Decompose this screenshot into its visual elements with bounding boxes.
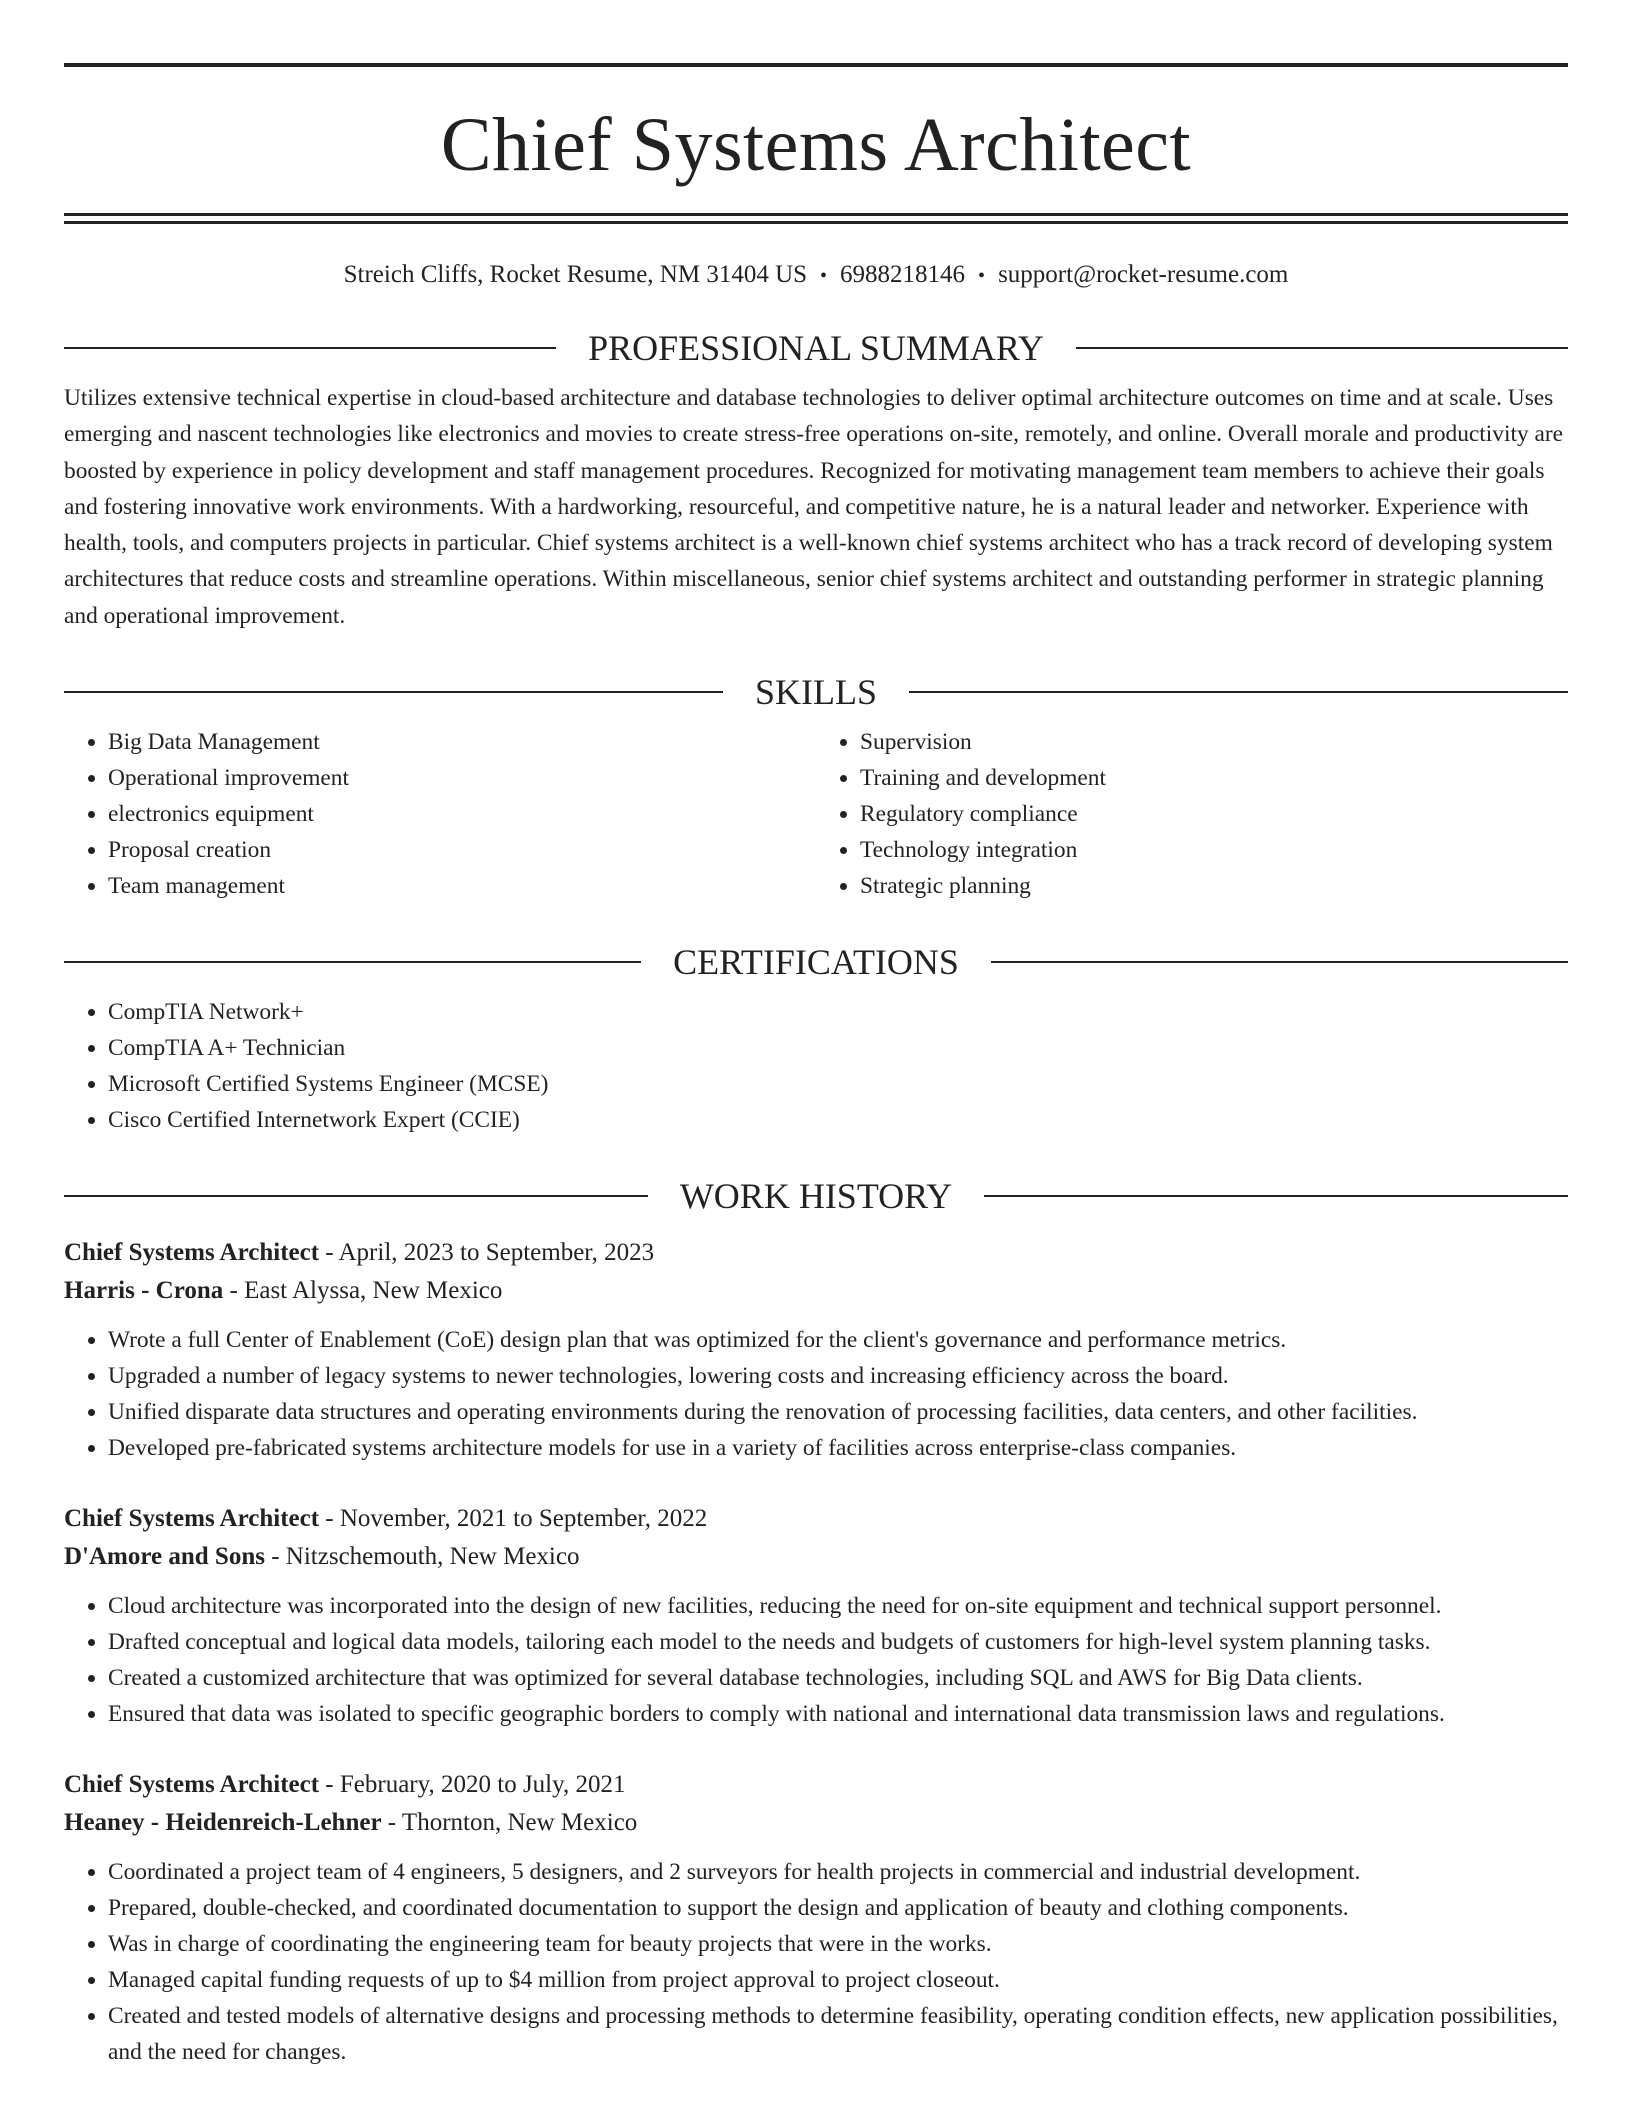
work-history-list xyxy=(64,1234,1568,2070)
job-dates: - February, 2020 to July, 2021 xyxy=(319,1771,626,1799)
job-company: Harris - Crona xyxy=(64,1277,224,1305)
top-rule xyxy=(64,63,1568,67)
skill-item: • Strategic planning xyxy=(860,868,1568,904)
job-title-line xyxy=(64,1234,1568,1272)
contact-phone: 6988218146 xyxy=(840,261,966,288)
section-header-certifications xyxy=(64,942,1568,983)
job-bullets xyxy=(64,1588,1568,1732)
certification-item: • Microsoft Certified Systems Engineer (MCSE) xyxy=(108,1066,1568,1102)
job-bullet: • Created a customized architecture that was optimized for several database technologies, including SQL and AWS for Big Data clients. xyxy=(108,1660,1568,1696)
contact-separator: • xyxy=(820,265,828,287)
section-title-work-history: WORK HISTORY xyxy=(679,1176,953,1217)
job-bullet: • Was in charge of coordinating the engineering team for beauty projects that were in the works. xyxy=(108,1926,1568,1962)
skill-item: • electronics equipment xyxy=(108,796,816,832)
section-divider xyxy=(984,1195,1568,1197)
job-company-line xyxy=(64,1804,1568,1842)
job-company: D'Amore and Sons xyxy=(64,1543,265,1571)
job-bullet: • Upgraded a number of legacy systems to newer technologies, lowering costs and increasing efficiency across the board. xyxy=(108,1358,1568,1394)
skill-item: • Training and development xyxy=(860,760,1568,796)
job-bullet: • Created and tested models of alternative designs and processing methods to determine feasibility, operating condition effects, new application possibilities, and the need for changes. xyxy=(108,1998,1568,2070)
section-divider xyxy=(991,961,1568,963)
job-bullet: • Ensured that data was isolated to specific geographic borders to comply with national and international data transmission laws and regulations. xyxy=(108,1696,1568,1732)
skill-item: • Operational improvement xyxy=(108,760,816,796)
skills-list-right xyxy=(816,724,1568,904)
job-entry xyxy=(64,1500,1568,1732)
certification-item: • CompTIA Network+ xyxy=(108,994,1568,1030)
section-title-certifications: CERTIFICATIONS xyxy=(673,942,959,983)
skills-columns xyxy=(64,724,1568,904)
job-bullet: • Drafted conceptual and logical data models, tailoring each model to the needs and budgets of customers for high-level system planning tasks. xyxy=(108,1624,1568,1660)
resume-name: Chief Systems Architect xyxy=(440,103,1192,187)
job-bullet: • Unified disparate data structures and operating environments during the renovation of processing facilities, data centers, and other facilities. xyxy=(108,1394,1568,1430)
job-entry xyxy=(64,1234,1568,1466)
skill-item: • Proposal creation xyxy=(108,832,816,868)
contact-separator: • xyxy=(978,265,986,287)
job-location: - East Alyssa, New Mexico xyxy=(223,1277,503,1305)
job-bullet: • Prepared, double-checked, and coordinated documentation to support the design and application of beauty and clothing components. xyxy=(108,1890,1568,1926)
job-dates: - April, 2023 to September, 2023 xyxy=(319,1239,655,1267)
section-divider xyxy=(909,691,1568,693)
skills-list-left xyxy=(64,724,816,904)
contact-line xyxy=(64,260,1568,290)
job-company-line xyxy=(64,1272,1568,1310)
job-bullets xyxy=(64,1322,1568,1466)
job-location: - Thornton, New Mexico xyxy=(381,1809,638,1837)
section-header-work-history xyxy=(64,1176,1568,1217)
certification-item: • Cisco Certified Internetwork Expert (CCIE) xyxy=(108,1102,1568,1138)
job-role: Chief Systems Architect xyxy=(64,1505,320,1533)
certifications-list xyxy=(64,994,1568,1138)
section-header-skills xyxy=(64,672,1568,713)
contact-email: support@rocket-resume.com xyxy=(998,261,1289,288)
job-bullet: • Developed pre-fabricated systems architecture models for use in a variety of facilities across enterprise-class companies. xyxy=(108,1430,1568,1466)
double-rule xyxy=(64,213,1568,224)
contact-address: Streich Cliffs, Rocket Resume, NM 31404 US xyxy=(343,261,808,288)
section-divider xyxy=(64,691,723,693)
job-bullets xyxy=(64,1854,1568,2070)
job-dates: - November, 2021 to September, 2022 xyxy=(319,1505,708,1533)
job-company-line xyxy=(64,1538,1568,1576)
job-location: - Nitzschemouth, New Mexico xyxy=(264,1543,580,1571)
skill-item: • Big Data Management xyxy=(108,724,816,760)
section-divider xyxy=(64,1195,648,1197)
section-divider xyxy=(64,961,641,963)
skill-item: • Team management xyxy=(108,868,816,904)
job-title-line xyxy=(64,1500,1568,1538)
job-bullet: • Managed capital funding requests of up to $4 million from project approval to project closeout. xyxy=(108,1962,1568,1998)
job-title-line xyxy=(64,1766,1568,1804)
job-bullet: • Cloud architecture was incorporated into the design of new facilities, reducing the need for on-site equipment and technical support personnel. xyxy=(108,1588,1568,1624)
section-title-summary: PROFESSIONAL SUMMARY xyxy=(588,328,1044,368)
section-header-summary xyxy=(64,330,1568,366)
job-bullet: • Coordinated a project team of 4 engineers, 5 designers, and 2 surveyors for health projects in commercial and industrial development. xyxy=(108,1854,1568,1890)
skill-item: • Supervision xyxy=(860,724,1568,760)
job-company: Heaney - Heidenreich-Lehner xyxy=(64,1809,382,1837)
job-role: Chief Systems Architect xyxy=(64,1771,320,1799)
skill-item: • Regulatory compliance xyxy=(860,796,1568,832)
summary-text: Utilizes extensive technical expertise in cloud-based architecture and database technologies to deliver optimal architecture outcomes on time and at scale. Uses emerging and nascent technologies like electronics and movies to create stress-free operations on-site, remotely, and online. Overall morale and productivity are boosted by experience in policy development and staff management procedures. Recognized for motivating management team members to achieve their goals and fostering innovative work environments. With a hardworking, resourceful, and competitive nature, he is a natural leader and networker. Experience with health, tools, and computers projects in particular. Chief systems architect is a well-known chief systems architect who has a track record of developing system architectures that reduce costs and streamline operations. Within miscellaneous, senior chief systems architect and outstanding performer in strategic planning and operational improvement. xyxy=(64,385,1564,629)
section-divider xyxy=(1076,347,1568,349)
section-divider xyxy=(64,347,556,349)
skill-item: • Technology integration xyxy=(860,832,1568,868)
job-bullet: • Wrote a full Center of Enablement (CoE) design plan that was optimized for the client's governance and performance metrics. xyxy=(108,1322,1568,1358)
job-entry xyxy=(64,1766,1568,2070)
certification-item: • CompTIA A+ Technician xyxy=(108,1030,1568,1066)
job-role: Chief Systems Architect xyxy=(64,1239,320,1267)
section-title-skills: SKILLS xyxy=(755,672,878,713)
